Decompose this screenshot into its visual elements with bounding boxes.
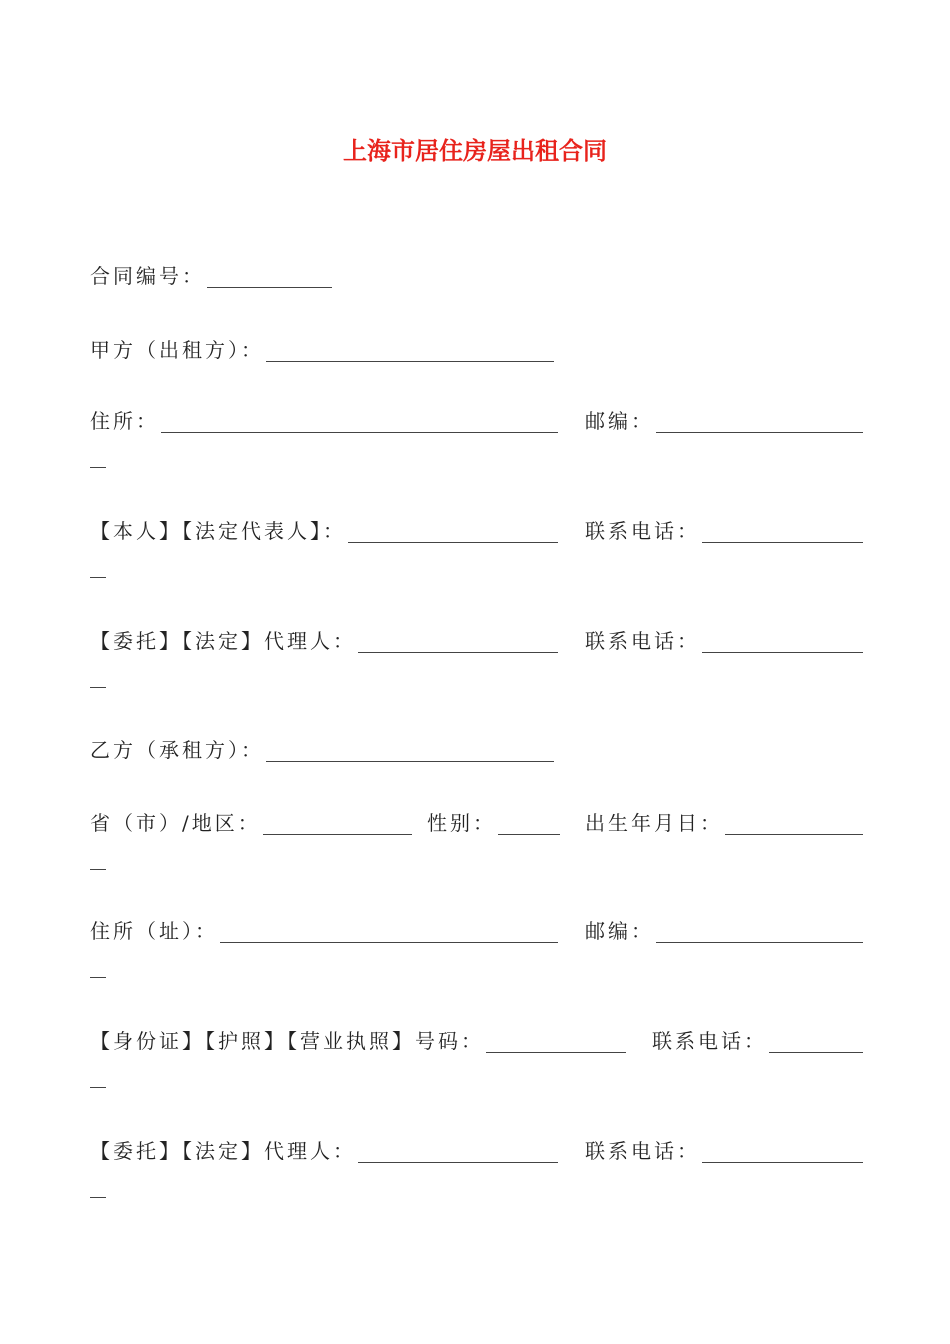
field-party-b-postcode (585, 914, 863, 948)
field-contract-number (90, 259, 332, 293)
field-label: 省（市）/地区： (90, 811, 261, 835)
field-label: 【委托】【法定】代理人： (90, 1139, 356, 1163)
party-b-address-blank[interactable] (220, 942, 558, 943)
field-party-a (90, 333, 554, 367)
party-a-agent-phone-blank[interactable] (702, 652, 863, 653)
form-row-party-a-address (0, 404, 950, 438)
form-row-party-b-address (0, 914, 950, 948)
field-party-a-agent (90, 624, 558, 658)
field-label: 甲方（出租方）： (90, 338, 264, 362)
field-party-a-postcode (585, 404, 863, 438)
party-b-blank[interactable] (266, 761, 554, 762)
field-party-a-agent-phone (585, 624, 863, 658)
party-a-representative-blank[interactable] (348, 542, 558, 543)
field-gender (427, 806, 560, 840)
field-party-a-representative (90, 514, 558, 548)
field-label: 联系电话： (585, 629, 700, 653)
form-row-party-a-agent (0, 624, 950, 658)
party-a-rep-phone-blank[interactable] (702, 542, 863, 543)
field-label: 联系电话： (585, 519, 700, 543)
contract-number-blank[interactable] (207, 287, 332, 288)
line-continuation (90, 467, 106, 468)
party-b-agent-phone-blank[interactable] (702, 1162, 863, 1163)
party-a-postcode-blank[interactable] (656, 432, 863, 433)
field-label: 出生年月日： (585, 811, 723, 835)
field-id-number (90, 1024, 626, 1058)
field-label: 【委托】【法定】代理人： (90, 629, 356, 653)
gender-blank[interactable] (498, 834, 560, 835)
line-continuation (90, 577, 106, 578)
party-b-postcode-blank[interactable] (656, 942, 863, 943)
field-label: 性别： (427, 811, 496, 835)
field-party-b-phone (652, 1024, 863, 1058)
field-party-b (90, 733, 554, 767)
party-a-blank[interactable] (266, 361, 554, 362)
field-party-a-rep-phone (585, 514, 863, 548)
field-region (90, 806, 412, 840)
field-label: 【身份证】【护照】【营业执照】号码： (90, 1029, 484, 1053)
field-label: 合同编号： (90, 264, 205, 288)
form-row-party-a (0, 333, 950, 367)
field-label: 邮编： (585, 409, 654, 433)
id-number-blank[interactable] (486, 1052, 626, 1053)
field-label: 邮编： (585, 919, 654, 943)
line-continuation (90, 687, 106, 688)
party-b-phone-blank[interactable] (769, 1052, 863, 1053)
field-label: 住所（址）： (90, 919, 218, 943)
party-a-address-blank[interactable] (161, 432, 558, 433)
party-b-agent-blank[interactable] (358, 1162, 558, 1163)
field-party-a-address (90, 404, 558, 438)
line-continuation (90, 1197, 106, 1198)
page-title: 上海市居住房屋出租合同 (343, 137, 607, 165)
field-label: 联系电话： (652, 1029, 767, 1053)
field-party-b-address (90, 914, 558, 948)
line-continuation (90, 869, 106, 870)
line-continuation (90, 1087, 106, 1088)
form-row-party-b (0, 733, 950, 767)
line-continuation (90, 977, 106, 978)
field-party-b-agent (90, 1134, 558, 1168)
field-party-b-agent-phone (585, 1134, 863, 1168)
field-label: 住所： (90, 409, 159, 433)
birth-date-blank[interactable] (725, 834, 863, 835)
form-row-party-b-id (0, 1024, 950, 1058)
field-birth-date (585, 806, 863, 840)
form-row-party-a-representative (0, 514, 950, 548)
form-row-party-b-info (0, 806, 950, 840)
form-row-party-b-agent (0, 1134, 950, 1168)
party-a-agent-blank[interactable] (358, 652, 558, 653)
field-label: 【本人】【法定代表人】： (90, 519, 346, 543)
field-label: 联系电话： (585, 1139, 700, 1163)
region-blank[interactable] (263, 834, 412, 835)
field-label: 乙方（承租方）： (90, 738, 264, 762)
form-row-contract-number (0, 259, 950, 293)
